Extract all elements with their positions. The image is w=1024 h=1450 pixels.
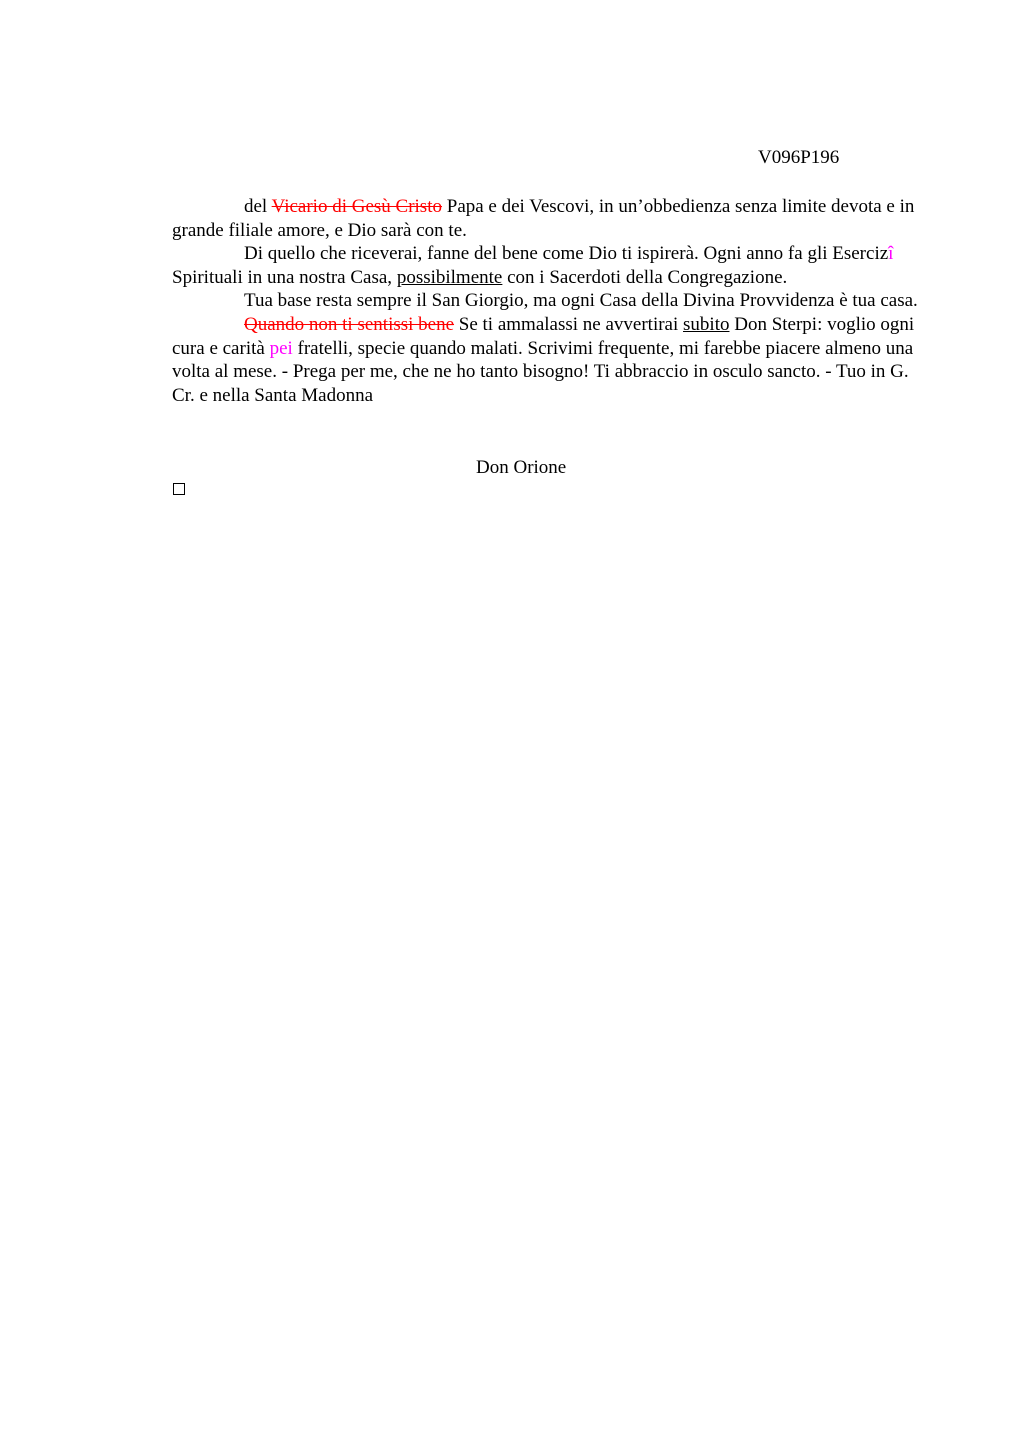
paragraph-2: [172, 242, 932, 289]
text-segment: Papa e dei Vescovi, in un’obbedienza senza limite devota e in grande filiale amore, e Dio sarà con te.: [172, 196, 915, 241]
signature: Don Orione: [476, 457, 567, 478]
paragraph-4: [172, 313, 932, 407]
text-segment: Tua base resta sempre il San Giorgio, ma ogni Casa della Divina Provvidenza è tua casa.: [244, 290, 918, 312]
letter-body: [172, 195, 932, 407]
page-code: V096P196: [758, 147, 840, 168]
inserted-text: pei: [269, 337, 293, 359]
inserted-text: î: [888, 243, 894, 265]
deleted-text: Vicario di Gesù Cristo: [271, 196, 442, 217]
text-segment: Spirituali in una nostra Casa,: [172, 266, 397, 288]
deleted-text: Quando non ti sentissi bene: [244, 313, 455, 335]
paragraph-3: [172, 289, 932, 313]
text-segment: Se ti ammalassi ne avvertirai: [454, 313, 684, 335]
square-outline-icon: [173, 483, 185, 495]
text-segment: con i Sacerdoti della Congregazione.: [502, 266, 788, 288]
paragraph-1: [172, 195, 932, 242]
text-segment: fratelli, specie quando malati. Scrivimi frequente, mi farebbe piacere almeno una volta al mese. - Prega per me, che ne ho tanto bisogno! Ti abbraccio in osculo sancto. - Tuo in G. Cr. e nella Santa Madonna: [172, 337, 914, 406]
text-segment: Don Sterpi: voglio ogni cura e carità: [172, 313, 915, 359]
underlined-text: subito: [683, 313, 730, 335]
text-segment: Di quello che riceverai, fanne del bene come Dio ti ispirerà. Ogni anno fa gli Eserciz: [244, 243, 889, 265]
underlined-text: possibilmente: [396, 266, 503, 288]
text-segment: del: [244, 196, 272, 217]
